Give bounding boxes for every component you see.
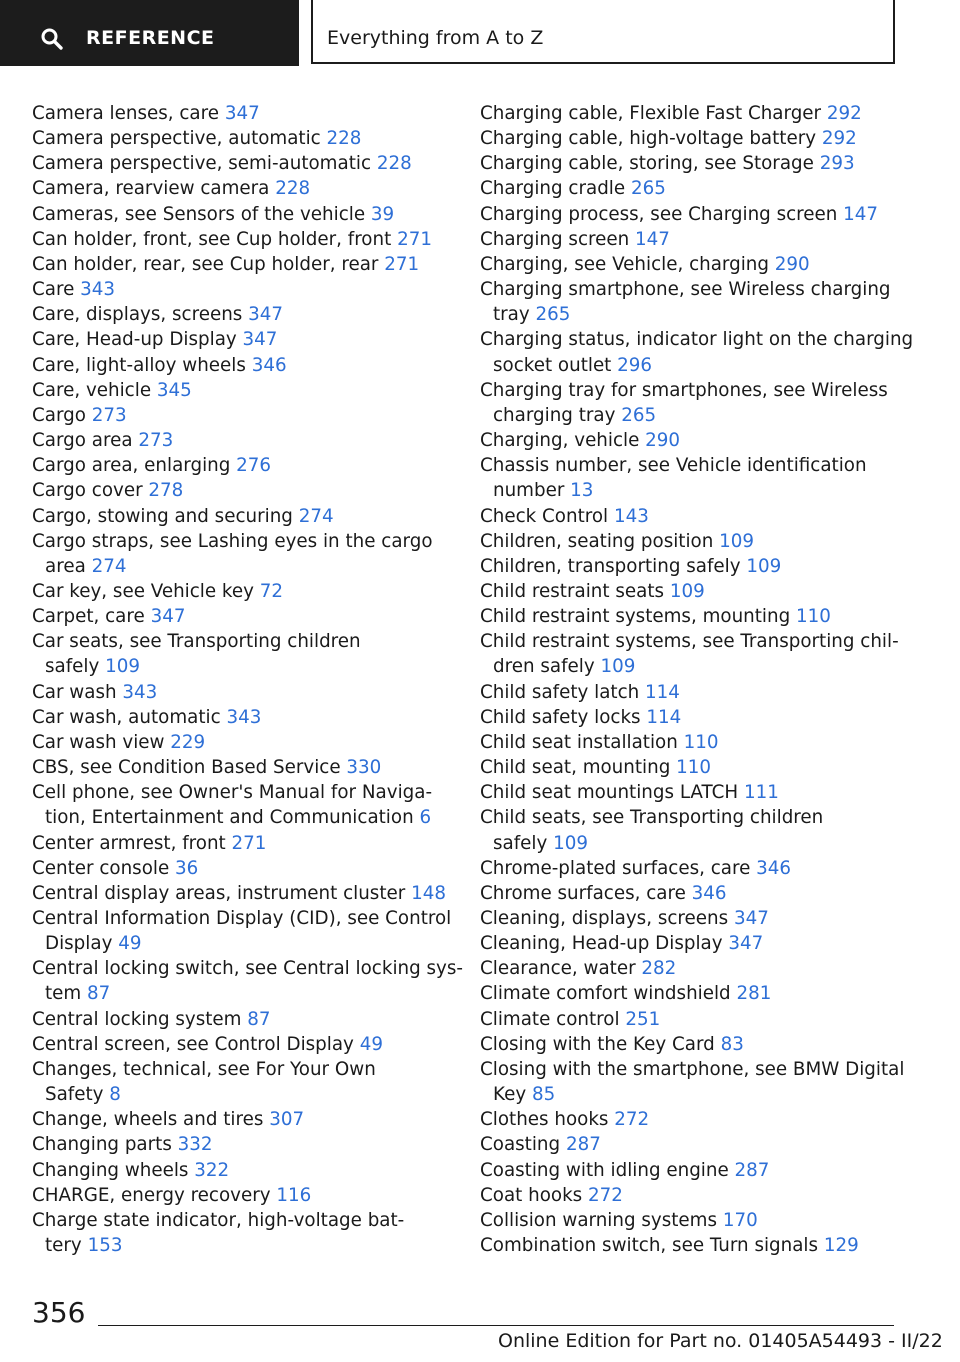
page-reference-link[interactable]: 287 xyxy=(734,1159,770,1181)
page-reference-link[interactable]: 322 xyxy=(194,1159,230,1181)
page-reference-link[interactable]: 274 xyxy=(298,505,334,527)
index-entry xyxy=(480,1132,900,1157)
page-reference-link[interactable]: 39 xyxy=(370,203,395,225)
entry-text: Clearance, water xyxy=(480,958,642,980)
page-reference-link[interactable]: 293 xyxy=(819,153,855,175)
index-entry xyxy=(480,981,900,1006)
page-reference-link[interactable]: 129 xyxy=(823,1235,859,1257)
page-reference-link[interactable]: 347 xyxy=(150,606,186,628)
entry-text: Cleaning, displays, screens xyxy=(480,908,734,929)
page-reference-link[interactable]: 111 xyxy=(743,782,779,804)
index-entry xyxy=(32,151,452,176)
page-reference-link[interactable]: 72 xyxy=(259,580,284,602)
page-reference-link[interactable]: 276 xyxy=(236,455,272,477)
index-entry xyxy=(32,906,452,956)
entry-text: Changing parts xyxy=(32,1134,178,1156)
entry-text: Charging, see Vehicle, charging xyxy=(480,253,775,275)
index-entry xyxy=(480,730,900,755)
index-entry xyxy=(480,856,900,881)
index-entry xyxy=(480,1183,900,1208)
index-entry xyxy=(480,504,900,529)
entry-text: Car wash view xyxy=(32,731,171,753)
page-reference-link[interactable]: 287 xyxy=(565,1134,601,1156)
index-entry xyxy=(480,1233,900,1258)
entry-text: CHARGE, energy recovery xyxy=(32,1184,277,1206)
entry-text: number xyxy=(493,480,571,502)
entry-text: Charging screen xyxy=(480,228,636,250)
entry-text: Car wash xyxy=(32,681,123,703)
index-entry xyxy=(480,428,900,453)
page-reference-link[interactable]: 109 xyxy=(553,832,589,854)
page-reference-link[interactable]: 307 xyxy=(269,1109,305,1131)
index-entry xyxy=(32,302,452,327)
entry-text: Can holder, rear, see Cup holder, rear xyxy=(32,253,385,275)
index-column-right xyxy=(480,101,914,1258)
page-reference-link[interactable]: 109 xyxy=(600,656,636,678)
index-entry xyxy=(480,176,900,201)
index-entry xyxy=(480,881,900,906)
entry-text: tery xyxy=(45,1235,88,1257)
index-entry xyxy=(480,453,900,503)
index-entry xyxy=(32,1158,452,1183)
index-entry xyxy=(480,1057,905,1107)
entry-text: Child restraint systems, mounting xyxy=(480,606,796,628)
index-entry xyxy=(32,730,452,755)
index-entry xyxy=(32,1007,452,1032)
entry-text: Cargo cover xyxy=(32,480,149,502)
page-reference-link[interactable]: 265 xyxy=(621,404,657,426)
page-reference-link[interactable]: 273 xyxy=(138,430,174,452)
page-reference-link[interactable]: 110 xyxy=(676,757,712,779)
entry-text: Cleaning, Head-up Display xyxy=(480,933,729,955)
entry-text: Central Information Display (CID), see Control xyxy=(32,908,452,929)
page-reference-link[interactable]: 251 xyxy=(625,1008,661,1030)
entry-text: charging tray xyxy=(493,404,622,426)
entry-text: Charging tray for smartphones, see Wireless xyxy=(480,379,888,401)
entry-text: Check Control xyxy=(480,505,614,527)
page-reference-link[interactable]: 271 xyxy=(231,832,267,854)
page-reference-link[interactable]: 229 xyxy=(170,731,206,753)
index-entry xyxy=(32,202,452,227)
entry-text: safely xyxy=(493,832,554,854)
index-entry xyxy=(480,705,900,730)
footer-divider xyxy=(98,1325,894,1326)
index-entry xyxy=(480,151,900,176)
entry-text: Key xyxy=(493,1084,532,1106)
index-entry xyxy=(480,629,900,679)
entry-text: Display xyxy=(45,933,119,955)
index-entry xyxy=(480,1032,900,1057)
page-reference-link[interactable]: 272 xyxy=(588,1184,623,1206)
entry-text: Change, wheels and tires xyxy=(32,1109,270,1131)
index-entry xyxy=(480,378,900,428)
entry-text: Child seats, see Transporting children xyxy=(480,807,824,829)
page-reference-link[interactable]: 343 xyxy=(226,706,262,728)
entry-text: Center console xyxy=(32,857,176,879)
entry-text: Care xyxy=(32,279,81,301)
page-reference-link[interactable]: 345 xyxy=(156,379,192,401)
index-entry xyxy=(32,453,452,478)
entry-text: Cargo area, enlarging xyxy=(32,455,237,477)
section-label: REFERENCE xyxy=(86,27,215,49)
page-reference-link[interactable]: 292 xyxy=(821,128,857,150)
index-entry xyxy=(32,780,452,830)
page-reference-link[interactable]: 170 xyxy=(722,1209,758,1231)
entry-text: Child safety locks xyxy=(480,706,647,728)
index-entry xyxy=(480,252,900,277)
entry-text: Closing with the Key Card xyxy=(480,1033,721,1055)
page-reference-link[interactable]: 143 xyxy=(613,505,649,527)
page-reference-link[interactable]: 343 xyxy=(80,279,116,301)
index-entry xyxy=(32,831,452,856)
entry-text: area xyxy=(45,555,92,577)
entry-text: Child seat mountings LATCH xyxy=(480,782,744,804)
page-number: 356 xyxy=(32,1296,86,1329)
entry-text: Changing wheels xyxy=(32,1159,195,1181)
index-entry xyxy=(32,227,452,252)
index-entry xyxy=(32,1107,452,1132)
page-reference-link[interactable]: 153 xyxy=(87,1235,123,1257)
index-entry xyxy=(480,805,900,855)
page-reference-link[interactable]: 109 xyxy=(669,580,705,602)
page-reference-link[interactable]: 110 xyxy=(796,606,831,628)
index-entry xyxy=(480,101,900,126)
entry-text: Closing with the smartphone, see BMW Digital xyxy=(480,1058,905,1080)
entry-text: Collision warning systems xyxy=(480,1209,723,1231)
page-reference-link[interactable]: 109 xyxy=(105,656,141,678)
entry-text: Central display areas, instrument cluster xyxy=(32,882,412,904)
index-entry xyxy=(480,780,900,805)
index-entry xyxy=(480,327,914,377)
entry-text: Charging process, see Charging screen xyxy=(480,203,844,225)
page-reference-link[interactable]: 346 xyxy=(251,354,287,376)
index-entry xyxy=(32,403,452,428)
page-reference-link[interactable]: 116 xyxy=(276,1184,312,1206)
page-reference-link[interactable]: 290 xyxy=(645,430,681,452)
page-reference-link[interactable]: 332 xyxy=(177,1134,213,1156)
entry-text: Cargo, stowing and securing xyxy=(32,505,299,527)
index-entry xyxy=(32,1132,452,1157)
index-entry xyxy=(32,856,452,881)
entry-text: Central locking switch, see Central locking sys- xyxy=(32,958,463,980)
page-reference-link[interactable]: 271 xyxy=(384,253,420,275)
entry-text: Charging, vehicle xyxy=(480,430,646,452)
page-reference-link[interactable]: 292 xyxy=(826,103,862,124)
page-reference-link[interactable]: 114 xyxy=(646,706,682,728)
page-reference-link[interactable]: 49 xyxy=(359,1033,383,1055)
index-entry xyxy=(32,126,452,151)
entry-text: Care, displays, screens xyxy=(32,304,249,326)
index-entry xyxy=(32,604,452,629)
page-reference-link[interactable]: 347 xyxy=(242,329,278,351)
entry-text: Car wash, automatic xyxy=(32,706,227,728)
index-entry xyxy=(480,931,900,956)
entry-text: Charge state indicator, high-voltage bat- xyxy=(32,1209,405,1231)
page-header xyxy=(0,0,960,66)
entry-text: Cargo straps, see Lashing eyes in the cargo xyxy=(32,530,433,552)
entry-text: Center armrest, front xyxy=(32,832,232,854)
index-entry xyxy=(32,705,452,730)
index-entry xyxy=(32,101,452,126)
entry-text: tion, Entertainment and Communication xyxy=(45,807,420,829)
index-entry xyxy=(32,629,452,679)
entry-text: Charging status, indicator light on the charging xyxy=(480,329,914,351)
page-reference-link[interactable]: 228 xyxy=(326,128,362,150)
index-entry xyxy=(480,579,900,604)
page-reference-link[interactable]: 274 xyxy=(91,555,127,577)
page-reference-link[interactable]: 228 xyxy=(376,153,412,175)
entry-text: Charging cradle xyxy=(480,178,631,200)
page-reference-link[interactable]: 6 xyxy=(419,807,432,829)
index-column-left xyxy=(32,101,463,1258)
page-reference-link[interactable]: 114 xyxy=(645,681,680,703)
page-reference-link[interactable]: 343 xyxy=(122,681,158,703)
index-entry xyxy=(480,604,900,629)
entry-text: Child restraint seats xyxy=(480,580,670,602)
page-reference-link[interactable]: 36 xyxy=(175,857,199,879)
index-entry xyxy=(480,1107,900,1132)
page-reference-link[interactable]: 87 xyxy=(247,1008,271,1030)
index-entry xyxy=(32,1183,452,1208)
index-entry xyxy=(480,1158,900,1183)
entry-text: Charging cable, Flexible Fast Charger xyxy=(480,103,827,124)
entry-text: Camera perspective, automatic xyxy=(32,128,327,150)
entry-text: dren safely xyxy=(493,656,601,678)
entry-text: Camera, rearview camera xyxy=(32,178,276,200)
entry-text: Car seats, see Transporting children xyxy=(32,631,361,653)
index-entry xyxy=(32,579,452,604)
page-reference-link[interactable]: 347 xyxy=(224,103,260,124)
entry-text: Can holder, front, see Cup holder, front xyxy=(32,228,398,250)
index-entry xyxy=(32,353,452,378)
page-reference-link[interactable]: 296 xyxy=(617,354,653,376)
index-entry xyxy=(32,277,452,302)
index-entry xyxy=(32,956,463,1006)
entry-text: Child seat installation xyxy=(480,731,684,753)
page-reference-link[interactable]: 282 xyxy=(641,958,677,980)
index-entry xyxy=(32,1208,452,1258)
entry-text: socket outlet xyxy=(493,354,618,376)
page-reference-link[interactable]: 290 xyxy=(774,253,810,275)
entry-text: CBS, see Condition Based Service xyxy=(32,757,347,779)
entry-text: Care, vehicle xyxy=(32,379,157,401)
entry-text: Coasting with idling engine xyxy=(480,1159,735,1181)
index-entry xyxy=(480,1208,900,1233)
entry-text: Charging cable, high-voltage battery xyxy=(480,128,822,150)
index-entry xyxy=(32,1057,452,1107)
index-entry xyxy=(480,956,900,981)
page-reference-link[interactable]: 346 xyxy=(756,857,792,879)
index-entry xyxy=(32,755,452,780)
entry-text: safely xyxy=(45,656,106,678)
index-entry xyxy=(32,327,452,352)
index-entry xyxy=(32,428,452,453)
page-reference-link[interactable]: 347 xyxy=(728,933,764,955)
page-reference-link[interactable]: 273 xyxy=(91,404,127,426)
page-reference-link[interactable]: 347 xyxy=(248,304,284,326)
index-entry xyxy=(32,1032,452,1057)
index-entry xyxy=(480,202,900,227)
entry-text: Climate control xyxy=(480,1008,626,1030)
index-entry xyxy=(480,277,900,327)
page-reference-link[interactable]: 347 xyxy=(733,908,769,929)
page-reference-link[interactable]: 281 xyxy=(736,983,772,1005)
index-entry xyxy=(480,1007,900,1032)
page-reference-link[interactable]: 147 xyxy=(635,228,670,250)
page-reference-link[interactable]: 148 xyxy=(411,882,446,904)
page-reference-link[interactable]: 109 xyxy=(746,555,782,577)
index-entry xyxy=(480,227,900,252)
index-entry xyxy=(32,252,452,277)
entry-text: Chassis number, see Vehicle identification xyxy=(480,455,867,477)
entry-text: Safety xyxy=(45,1084,110,1106)
page-reference-link[interactable]: 265 xyxy=(535,304,571,326)
entry-text: tray xyxy=(493,304,536,326)
index-entry xyxy=(32,680,452,705)
chapter-title-tab xyxy=(311,0,895,64)
reference-tab[interactable] xyxy=(0,0,299,66)
entry-text: Central locking system xyxy=(32,1008,248,1030)
page-reference-link[interactable]: 272 xyxy=(614,1109,650,1131)
page-reference-link[interactable]: 265 xyxy=(630,178,666,200)
index-entry xyxy=(32,504,452,529)
entry-text: Coat hooks xyxy=(480,1184,589,1206)
entry-text: Cargo area xyxy=(32,430,139,452)
entry-text: Care, light-alloy wheels xyxy=(32,354,252,376)
page-reference-link[interactable]: 8 xyxy=(109,1084,121,1106)
entry-text: Charging smartphone, see Wireless charging xyxy=(480,279,891,301)
page-reference-link[interactable]: 49 xyxy=(118,933,142,955)
entry-text: Combination switch, see Turn signals xyxy=(480,1235,824,1257)
edition-note: Online Edition for Part no. 01405A54493 - II/22 xyxy=(498,1330,943,1352)
entry-text: Changes, technical, see For Your Own xyxy=(32,1058,376,1080)
chapter-title: Everything from A to Z xyxy=(327,27,544,49)
entry-text: Camera lenses, care xyxy=(32,103,225,124)
entry-text: Climate comfort windshield xyxy=(480,983,737,1005)
entry-text: Coasting xyxy=(480,1134,566,1156)
page-reference-link[interactable]: 228 xyxy=(275,178,311,200)
page-reference-link[interactable]: 346 xyxy=(691,882,727,904)
entry-text: Car key, see Vehicle key xyxy=(32,580,260,602)
entry-text: Child restraint systems, see Transporting chil- xyxy=(480,631,899,653)
entry-text: Carpet, care xyxy=(32,606,151,628)
index-entry xyxy=(32,478,452,503)
index-entry xyxy=(480,554,900,579)
entry-text: Cargo xyxy=(32,404,92,426)
index-entry xyxy=(32,378,452,403)
entry-text: Chrome surfaces, care xyxy=(480,882,692,904)
page-reference-link[interactable]: 87 xyxy=(87,983,111,1005)
entry-text: Children, seating position xyxy=(480,530,720,552)
search-icon xyxy=(40,27,64,51)
page-reference-link[interactable]: 85 xyxy=(531,1084,556,1106)
entry-text: Care, Head-up Display xyxy=(32,329,243,351)
page-reference-link[interactable]: 13 xyxy=(570,480,594,502)
index-entry xyxy=(480,755,900,780)
entry-text: Clothes hooks xyxy=(480,1109,615,1131)
page-reference-link[interactable]: 110 xyxy=(683,731,719,753)
index-entry xyxy=(480,126,900,151)
entry-text: Camera perspective, semi-automatic xyxy=(32,153,377,175)
index-entry xyxy=(32,176,452,201)
page-reference-link[interactable]: 109 xyxy=(719,530,755,552)
entry-text: Cell phone, see Owner's Manual for Naviga- xyxy=(32,782,433,804)
page-reference-link[interactable]: 83 xyxy=(720,1033,744,1055)
index-entry xyxy=(480,906,900,931)
entry-text: Child safety latch xyxy=(480,681,646,703)
index-entry xyxy=(32,881,452,906)
entry-text: Children, transporting safely xyxy=(480,555,747,577)
entry-text: Chrome-plated surfaces, care xyxy=(480,857,757,879)
entry-text: Child seat, mounting xyxy=(480,757,677,779)
page-reference-link[interactable]: 271 xyxy=(397,228,432,250)
index-entry xyxy=(480,680,900,705)
entry-text: Central screen, see Control Display xyxy=(32,1033,360,1055)
page-reference-link[interactable]: 330 xyxy=(346,757,382,779)
entry-text: Cameras, see Sensors of the vehicle xyxy=(32,203,371,225)
index-entry xyxy=(32,529,452,579)
page-reference-link[interactable]: 147 xyxy=(843,203,879,225)
page-reference-link[interactable]: 278 xyxy=(148,480,184,502)
index-entry xyxy=(480,529,900,554)
entry-text: Charging cable, storing, see Storage xyxy=(480,153,820,175)
entry-text: tem xyxy=(45,983,88,1005)
